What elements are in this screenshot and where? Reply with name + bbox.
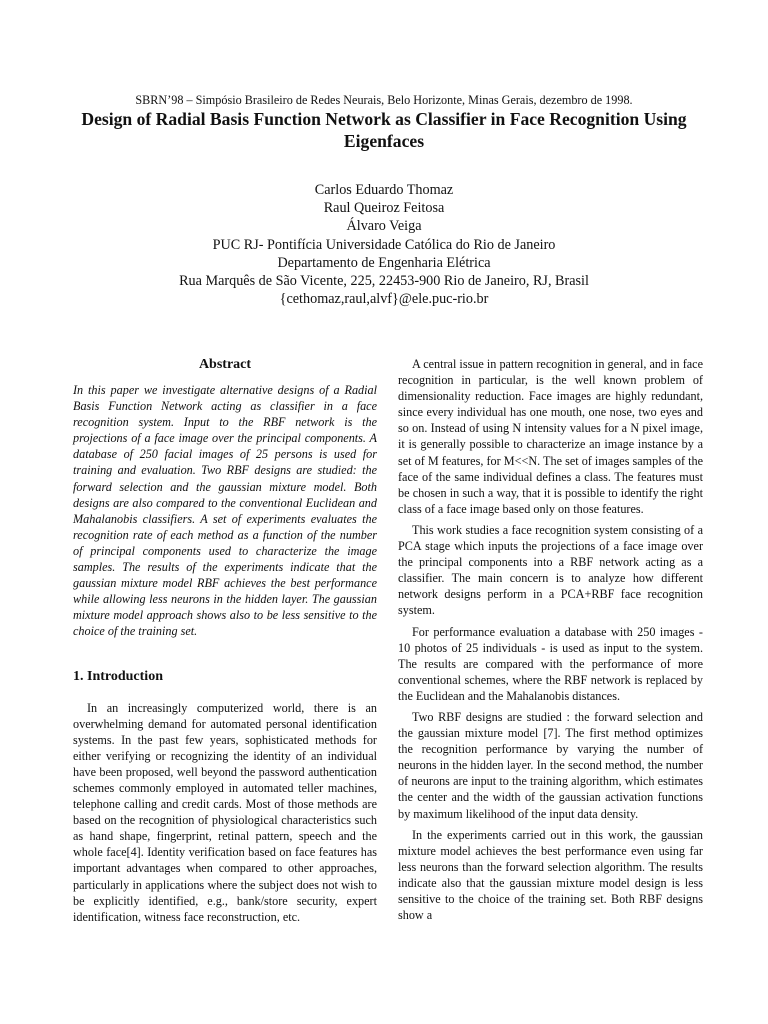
author-name: Álvaro Veiga [346,218,422,235]
author-name: Raul Queiroz Feitosa [323,200,445,217]
author-block [0,181,768,308]
body-paragraph: In the experiments carried out in this work, the gaussian mixture model achieves the best performance even using far less neurons than the forward selection algorithm. The results indicate also that the gaussian mixture model design is less sensitive to the choice of the training set. Both RBF designs show a [398,827,703,923]
address: Rua Marquês de São Vicente, 225, 22453-900 Rio de Janeiro, RJ, Brasil [179,273,589,290]
paper-title: Design of Radial Basis Function Network as Classifier in Face Recognition Using Eigenfaces [81,109,687,151]
introduction-paragraph: In an increasingly computerized world, there is an overwhelming demand for automated personal identification systems. In the past few years, sophisticated methods for either verifying or recognizing the identity of an individual have been proposed, well beyond the password authentication schemes commonly employed in automated teller machines, telephone calling and credit cards. Most of those methods are based on the recognition of physiological characteristics such as hand shape, fingerprint, retinal pattern, speech and the whole face[4]. Identity verification based on face features has important advantages when compared to other approaches, particularly in applications where the subject does not wish to be explicitly identified, e.g., bank/store security, expert identification, witness face reconstruction, etc. [73,700,377,924]
body-paragraph: For performance evaluation a database with 250 images - 10 photos of 25 individuals - is used as input to the system. The results are compared with the performance of more conventional schemes, where the RBF network is replaced by the Euclidean and the Mahalanobis distances. [398,624,703,703]
introduction-heading: 1. Introduction [73,668,163,684]
body-paragraph: A central issue in pattern recognition in general, and in face recognition in particular, is the well known problem of dimensionality reduction. Face images are highly redundant, since every individual has one mouth, one nose, two eyes and so on. Instead of using N intensity values for a N pixel image, it is generally possible to characterize an image instance by a set of M features, for M<<N. The set of images samples of the face of the same individual defines a class. The features must be chosen in such a way, that it is possible to identify the right class of a face image based only on those features. [398,357,703,516]
author-name: Carlos Eduardo Thomaz [314,182,454,198]
abstract-heading: Abstract [198,357,252,372]
body-paragraph: Two RBF designs are studied : the forward selection and the gaussian mixture model [7]. The first method optimizes the recognition performance by varying the number of neurons in the hidden layer. In the second method, the number of neurons are input to the training algorithm, which estimates the center and the width of the gaussian activation functions by maximum likelihood of the input data density. [398,709,703,821]
conference-header: SBRN’98 – Simpósio Brasileiro de Redes Neurais, Belo Horizonte, Minas Gerais, dezembro de 1998. [135,93,633,107]
abstract-text: In this paper we investigate alternative designs of a Radial Basis Function Network acting as classifier in a face recognition system. Input to the RBF network is the projections of a face image over the principal components. A database of 250 facial images of 25 persons is used for training and evaluation. Two RBF designs are studied: the forward selection and the gaussian mixture model. Both designs are also compared to the conventional Euclidean and Mahalanobis classifiers. A set of experiments evaluates the recognition rate of each method as a function of the number of principal components used to characterize the image samples. The results of the experiments indicate that the gaussian mixture model RBF achieves the best performance while allowing less neurons in the hidden layer. The gaussian mixture model approach shows also to be less sensitive to the choice of the training set. [73,383,377,639]
department: Departamento de Engenharia Elétrica [277,254,491,271]
right-column [398,356,703,928]
email: {cethomaz,raul,alvf}@ele.puc-rio.br [279,291,489,308]
left-column [73,356,377,930]
affiliation: PUC RJ- Pontifícia Universidade Católica do Rio de Janeiro [212,236,556,253]
body-paragraph: This work studies a face recognition system consisting of a PCA stage which inputs the projections of a face image over the principal components into a RBF network acting as a classifier. The main concern is to analyze how different network designs perform in a PCA+RBF face recognition system. [398,522,703,618]
